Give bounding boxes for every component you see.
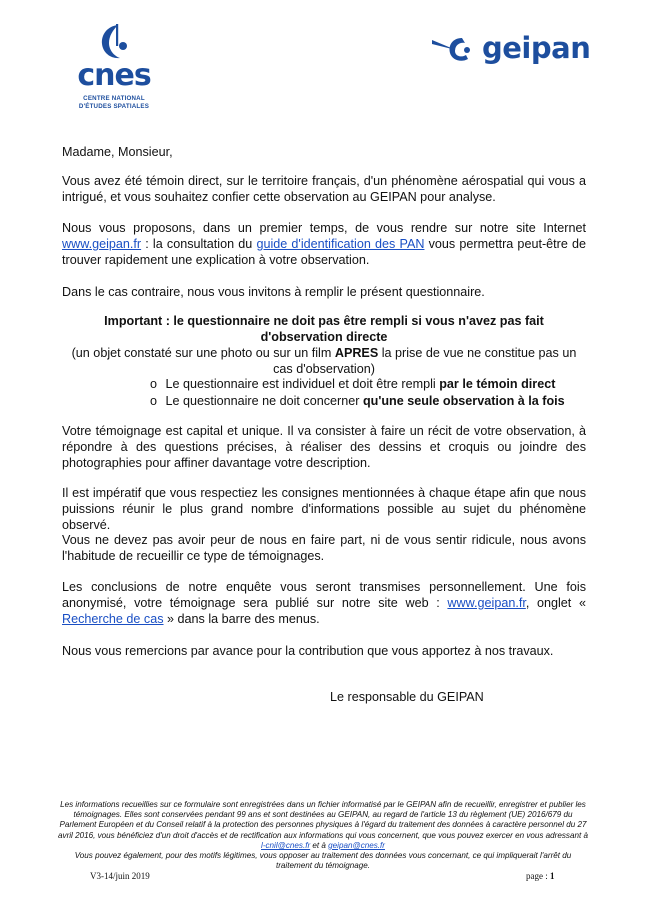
page-number-value: 1	[550, 871, 555, 881]
p2-before: Nous vous proposons, dans un premier temps, de vous rendre sur notre site Internet	[62, 221, 586, 235]
paragraph-thanks: Nous vous remercions par avance pour la contribution que vous apportez à nos travaux.	[62, 644, 554, 658]
bullet-bold: qu'une seule observation à la fois	[362, 393, 565, 408]
bullet-text: Le questionnaire ne doit concerner	[165, 393, 363, 408]
paragraph-website	[62, 220, 586, 268]
list-item	[150, 393, 590, 410]
p7-before: Les conclusions de notre enquête vous seront transmises personnellement. Une fois anonymisé, votre témoignage sera publié sur notre site web :	[62, 580, 586, 610]
privacy-footer	[58, 800, 588, 871]
geipan-swoosh-icon	[430, 30, 480, 70]
page-number	[526, 871, 555, 881]
important-paren-start: (un objet constaté sur une photo ou sur un film	[71, 346, 335, 360]
geipan-website-link-2[interactable]: www.geipan.fr	[447, 596, 526, 610]
cnes-rocket-icon	[96, 22, 130, 62]
cnes-subtitle-line2: D'ÉTUDES SPATIALES	[78, 103, 150, 110]
paragraph-reassurance: Vous ne devez pas avoir peur de nous en faire part, ni de vous sentir ridicule, nous avons l'habitude de recueillir ce type de témoignages.	[62, 533, 586, 563]
p7-after: » dans la barre des menus.	[163, 612, 320, 626]
geipan-wordmark: geipan	[482, 31, 591, 65]
cnes-subtitle-line1: CENTRE NATIONAL	[83, 95, 145, 102]
footer-text-2: Vous pouvez également, pour des motifs légitimes, vous opposer au traitement des données vous concernant, ce qui impliquerait l'arrêt du traitement du témoignage.	[74, 851, 572, 871]
paragraph-witness: Vous avez été témoin direct, sur le territoire français, d'un phénomène aérospatial qui vous a intrigué, et vous souhaitez confier cette observation au GEIPAN pour analyse.	[62, 174, 586, 204]
geipan-logo	[430, 28, 590, 70]
bullet-circle-icon: o	[150, 393, 158, 408]
list-item	[150, 376, 590, 393]
paragraph-instructions: Il est impératif que vous respectiez les consignes mentionnées à chaque étape afin que nous puissions réunir le plus grand nombre d'informations possible au sujet du phénomène observé.	[62, 486, 586, 532]
important-notice	[62, 313, 586, 377]
case-search-link[interactable]: Recherche de cas	[62, 612, 164, 626]
geipan-website-link[interactable]: www.geipan.fr	[62, 237, 142, 251]
paragraph-testimony: Votre témoignage est capital et unique. Il va consister à faire un récit de votre observation, à répondre à des questions précises, à réaliser des dessins et croquis ou joindre des photographies pour affiner davantage votre description.	[62, 424, 586, 470]
cnil-email-link[interactable]: l-cnil@cnes.fr	[261, 840, 311, 850]
salutation: Madame, Monsieur,	[62, 145, 173, 159]
page-label: page :	[526, 871, 550, 881]
paragraph-conclusions	[62, 579, 586, 627]
paragraph-questionnaire: Dans le cas contraire, nous vous invitons à remplir le présent questionnaire.	[62, 285, 485, 299]
p2-after: vous permettra peut-être de trouver rapidement une explication à votre observation.	[62, 237, 587, 267]
cnes-logo	[74, 22, 154, 117]
important-bold: Important : le questionnaire ne doit pas être rempli si vous n'avez pas fait d'observation directe	[104, 314, 544, 344]
bullet-circle-icon: o	[150, 377, 158, 391]
footer-and: et à	[310, 840, 329, 850]
bullet-text: Le questionnaire est individuel et doit être rempli	[165, 377, 440, 391]
p2-mid: : la consultation du	[141, 237, 257, 251]
signature: Le responsable du GEIPAN	[330, 690, 484, 704]
footer-text-1: Les informations recueillies sur ce formulaire sont enregistrées dans un fichier informatisé par le GEIPAN afin de recueillir, enregistrer et publier les témoignages. Elles sont conservées pendant 99 ans et sont destinées au GEIPAN, au regard de l'article 13 du règlement (UE) 2016/679 du Parlement Européen et du Conseil relatif à la protection des personnes physiques à l'égard du traitement des données à caractère personnel du 27 avril 2016, vous bénéficiez d'un droit d'accès et de rectification aux informations qui vous concernent, que vous pouvez exercer en vous adressant à	[58, 800, 588, 840]
version-label: V3-14/juin 2019	[90, 871, 150, 881]
geipan-email-link[interactable]: geipan@cnes.fr	[328, 840, 385, 850]
bullet-bold: par le témoin direct	[439, 377, 556, 391]
important-apres: APRES	[334, 346, 379, 360]
p7-mid: , onglet «	[525, 596, 586, 610]
cnes-wordmark: cnes	[77, 58, 151, 93]
identification-guide-link[interactable]: guide d'identification des PAN	[256, 237, 425, 251]
important-paren-end: la prise de vue ne constitue pas un cas d'observation)	[273, 346, 577, 376]
rules-list	[150, 376, 590, 409]
